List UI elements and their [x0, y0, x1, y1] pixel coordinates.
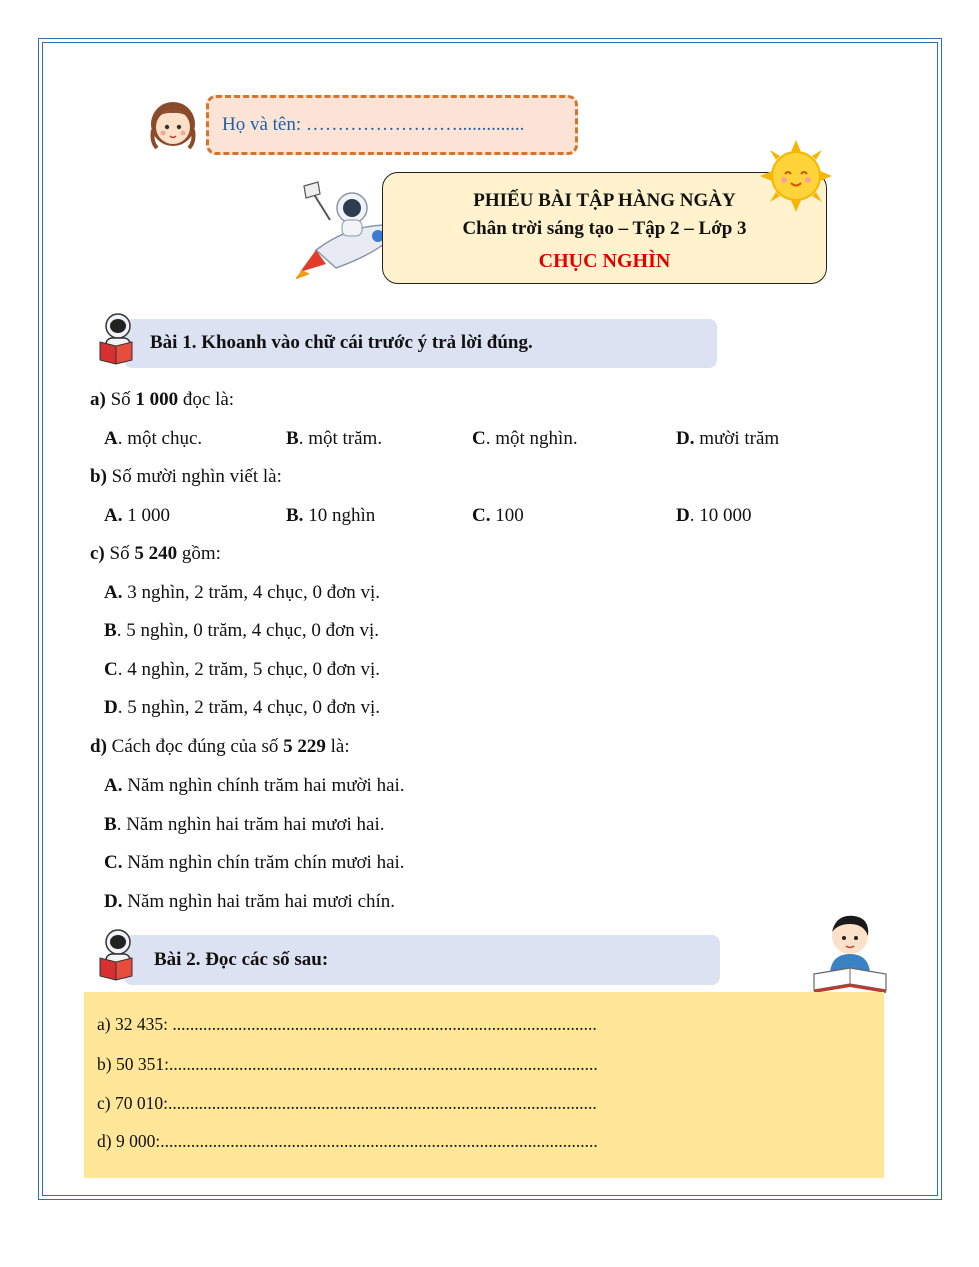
- reading-line-d[interactable]: d) 9 000:....................................................................................................: [97, 1131, 598, 1151]
- student-name-field[interactable]: Họ và tên: ……………………..............: [222, 114, 525, 135]
- astronaut-reading-icon: [96, 312, 138, 368]
- reading-line-c[interactable]: c) 70 010:..................................................................................................: [97, 1093, 597, 1113]
- boy-reading-icon: [810, 910, 888, 994]
- question-a: [90, 389, 234, 411]
- question-number: 5 240: [134, 543, 178, 564]
- smiling-sun-icon: [760, 140, 832, 212]
- option-b-A[interactable]: A. 1 000: [104, 505, 170, 526]
- option-d-D[interactable]: D. Năm nghìn hai trăm hai mươi chín.: [104, 891, 396, 912]
- question-text: Cách đọc đúng của số: [111, 736, 279, 757]
- option-a-C[interactable]: C. một nghìn.: [472, 428, 578, 449]
- astronaut-reading-icon: [96, 928, 138, 984]
- worksheet-subtitle: Chân trời sáng tạo – Tập 2 – Lớp 3: [462, 218, 747, 239]
- option-b-C[interactable]: C. 100: [472, 505, 524, 526]
- reading-line-b[interactable]: b) 50 351:..................................................................................................: [97, 1054, 598, 1074]
- worksheet-topic: CHỤC NGHÌN: [538, 250, 671, 272]
- option-b-D[interactable]: D. 10 000: [676, 505, 752, 526]
- option-a-B[interactable]: B. một trăm.: [286, 428, 383, 449]
- question-text: Số: [109, 543, 130, 564]
- girl-avatar-icon: [145, 96, 201, 154]
- question-label: b): [90, 466, 107, 487]
- question-number: 1 000: [135, 389, 179, 410]
- option-a-D[interactable]: D. mười trăm: [676, 428, 780, 449]
- option-d-B[interactable]: B. Năm nghìn hai trăm hai mươi hai.: [104, 814, 385, 835]
- section-2-title: Bài 2. Đọc các số sau:: [154, 949, 329, 970]
- option-c-C[interactable]: C. 4 nghìn, 2 trăm, 5 chục, 0 đơn vị.: [104, 659, 381, 680]
- question-text: là:: [330, 736, 350, 757]
- question-number: 5 229: [283, 736, 326, 757]
- option-d-A[interactable]: A. Năm nghìn chính trăm hai mười hai.: [104, 775, 405, 796]
- option-b-B[interactable]: B. 10 nghìn: [286, 505, 376, 526]
- question-text: Số: [110, 389, 131, 410]
- question-label: a): [90, 389, 106, 410]
- section-1-title: Bài 1. Khoanh vào chữ cái trước ý trả lời đúng.: [150, 332, 533, 353]
- question-label: d): [90, 736, 107, 757]
- reading-line-a[interactable]: a) 32 435: .................................................................................................: [97, 1014, 597, 1034]
- question-c: [90, 543, 221, 565]
- question-label: c): [90, 543, 105, 564]
- option-c-B[interactable]: B. 5 nghìn, 0 trăm, 4 chục, 0 đơn vị.: [104, 620, 379, 641]
- question-text: đọc là:: [182, 389, 235, 410]
- option-c-A[interactable]: A. 3 nghìn, 2 trăm, 4 chục, 0 đơn vị.: [104, 582, 381, 603]
- option-c-D[interactable]: D. 5 nghìn, 2 trăm, 4 chục, 0 đơn vị.: [104, 697, 381, 718]
- question-text: Số mười nghìn viết là:: [111, 466, 282, 487]
- option-a-A[interactable]: A. một chục.: [104, 428, 203, 449]
- question-d: [90, 736, 350, 758]
- option-d-C[interactable]: C. Năm nghìn chín trăm chín mươi hai.: [104, 852, 405, 873]
- question-b: [90, 466, 282, 488]
- question-text: gồm:: [181, 543, 221, 564]
- worksheet-title: PHIẾU BÀI TẬP HÀNG NGÀY: [473, 190, 736, 211]
